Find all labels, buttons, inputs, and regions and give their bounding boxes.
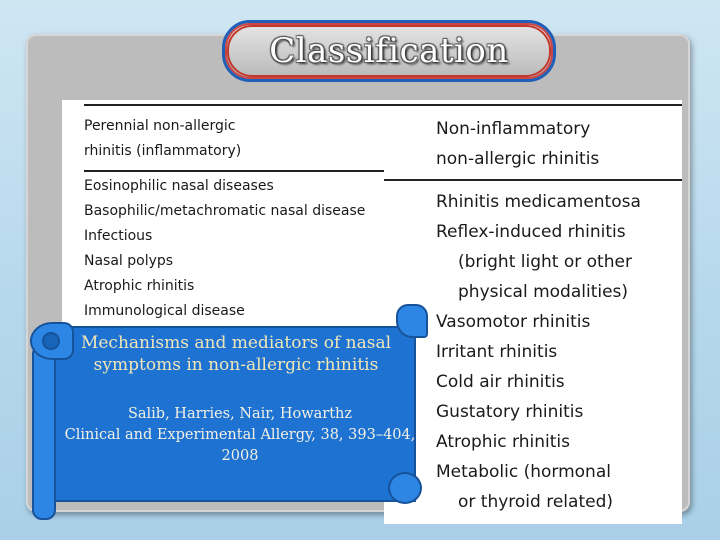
left-header-line: Perennial non-allergic — [84, 118, 236, 134]
paper-authors: Salib, Harries, Nair, Howarthz — [127, 406, 353, 422]
list-item: Eosinophilic nasal diseases — [84, 178, 274, 194]
list-item: Irritant rhinitis — [436, 342, 558, 362]
slide-title: Classification — [269, 31, 509, 71]
list-item: (bright light or other — [458, 252, 632, 272]
list-item: Gustatory rhinitis — [436, 402, 584, 422]
table-rule-header — [84, 170, 384, 172]
paper-title: Mechanisms and mediators of nasal symptoms in non-allergic rhinitis — [80, 333, 392, 375]
list-item: physical modalities) — [458, 282, 629, 302]
list-item: Infectious — [84, 228, 153, 244]
paper-journal: Clinical and Experimental Allergy, 38, 393–404, 2008 — [64, 427, 416, 464]
list-item: Atrophic rhinitis — [436, 432, 570, 452]
list-item: Reflex-induced rhinitis — [436, 222, 626, 242]
list-item: Cold air rhinitis — [436, 372, 565, 392]
list-item: Metabolic (hormonal — [436, 462, 611, 482]
citation-scroll — [30, 304, 430, 516]
list-item: Rhinitis medicamentosa — [436, 192, 641, 212]
left-header — [84, 114, 241, 164]
right-item-list — [436, 187, 641, 517]
table-rule-header — [384, 179, 682, 181]
left-header-line: rhinitis (inflammatory) — [84, 143, 242, 159]
title-banner — [222, 20, 556, 82]
table-left-column — [62, 100, 384, 330]
paper-citation — [52, 404, 428, 467]
right-header-line: Non-inflammatory — [436, 119, 591, 139]
list-item: or thyroid related) — [458, 492, 613, 512]
right-header — [436, 114, 599, 174]
list-item: Immunological disease — [84, 303, 245, 319]
list-item: Nasal polyps — [84, 253, 174, 269]
left-item-list — [84, 174, 365, 324]
list-item: Basophilic/metachromatic nasal disease — [84, 203, 366, 219]
table-rule-top — [84, 104, 384, 106]
table-rule-top — [384, 104, 682, 106]
right-header-line: non-allergic rhinitis — [436, 149, 600, 169]
list-item: Atrophic rhinitis — [84, 278, 195, 294]
scroll-curl-icon — [388, 472, 422, 504]
list-item: Vasomotor rhinitis — [436, 312, 591, 332]
